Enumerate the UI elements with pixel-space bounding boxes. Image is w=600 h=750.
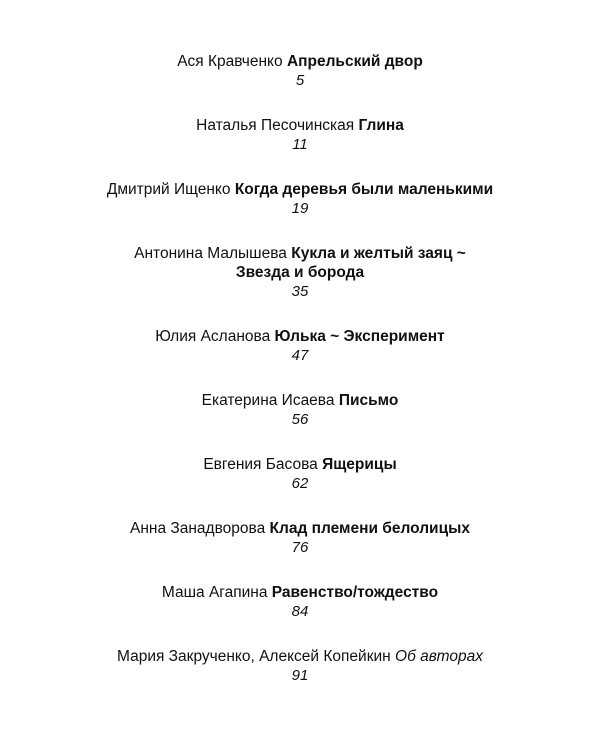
toc-title: Когда деревья были маленькими [234,181,494,198]
toc-title-continued: Звезда и борода [235,264,365,281]
toc-title: Апрельский двор [286,53,423,70]
toc-entry[interactable] [0,455,600,494]
toc-author: Антонина Малышева [134,245,287,262]
toc-page-number: 62 [291,475,309,492]
toc-entry[interactable] [0,519,600,558]
toc-title: Кукла и желтый заяц ~ [291,245,466,262]
toc-author: Маша Агапина [161,584,268,601]
toc-author: Наталья Песочинская [196,117,355,134]
toc-author: Евгения Басова [203,456,318,473]
toc-title: Равенство/тождество [271,584,439,601]
toc-page-number: 84 [291,603,309,620]
toc-author: Анна Занадворова [130,520,266,537]
toc-entry[interactable] [0,244,600,302]
toc-page-number: 35 [291,283,309,300]
toc-page-number: 91 [291,667,309,684]
toc-author: Ася Кравченко [177,53,283,70]
toc-author: Екатерина Исаева [201,392,335,409]
toc-title: Ящерицы [322,456,397,473]
toc-author: Мария Закрученко, Алексей Копейкин [117,648,391,665]
toc-entry[interactable] [0,391,600,430]
table-of-contents [0,52,600,711]
toc-title: Глина [358,117,404,134]
toc-author: Юлия Асланова [155,328,271,345]
toc-page-number: 76 [291,539,309,556]
toc-title: Письмо [338,392,399,409]
toc-page-number: 56 [291,411,309,428]
toc-page-number: 11 [292,136,308,153]
toc-entry[interactable] [0,327,600,366]
toc-entry[interactable] [0,116,600,155]
toc-page-number: 5 [295,72,305,89]
toc-entry[interactable] [0,583,600,622]
toc-page-number: 47 [291,347,309,364]
toc-entry[interactable] [0,647,600,686]
toc-entry[interactable] [0,52,600,91]
toc-title: Об авторах [395,648,483,665]
toc-entry[interactable] [0,180,600,219]
toc-author: Дмитрий Ищенко [106,181,231,198]
toc-page-number: 19 [291,200,309,217]
toc-title: Клад племени белолицых [269,520,470,537]
toc-title: Юлька ~ Эксперимент [274,328,445,345]
